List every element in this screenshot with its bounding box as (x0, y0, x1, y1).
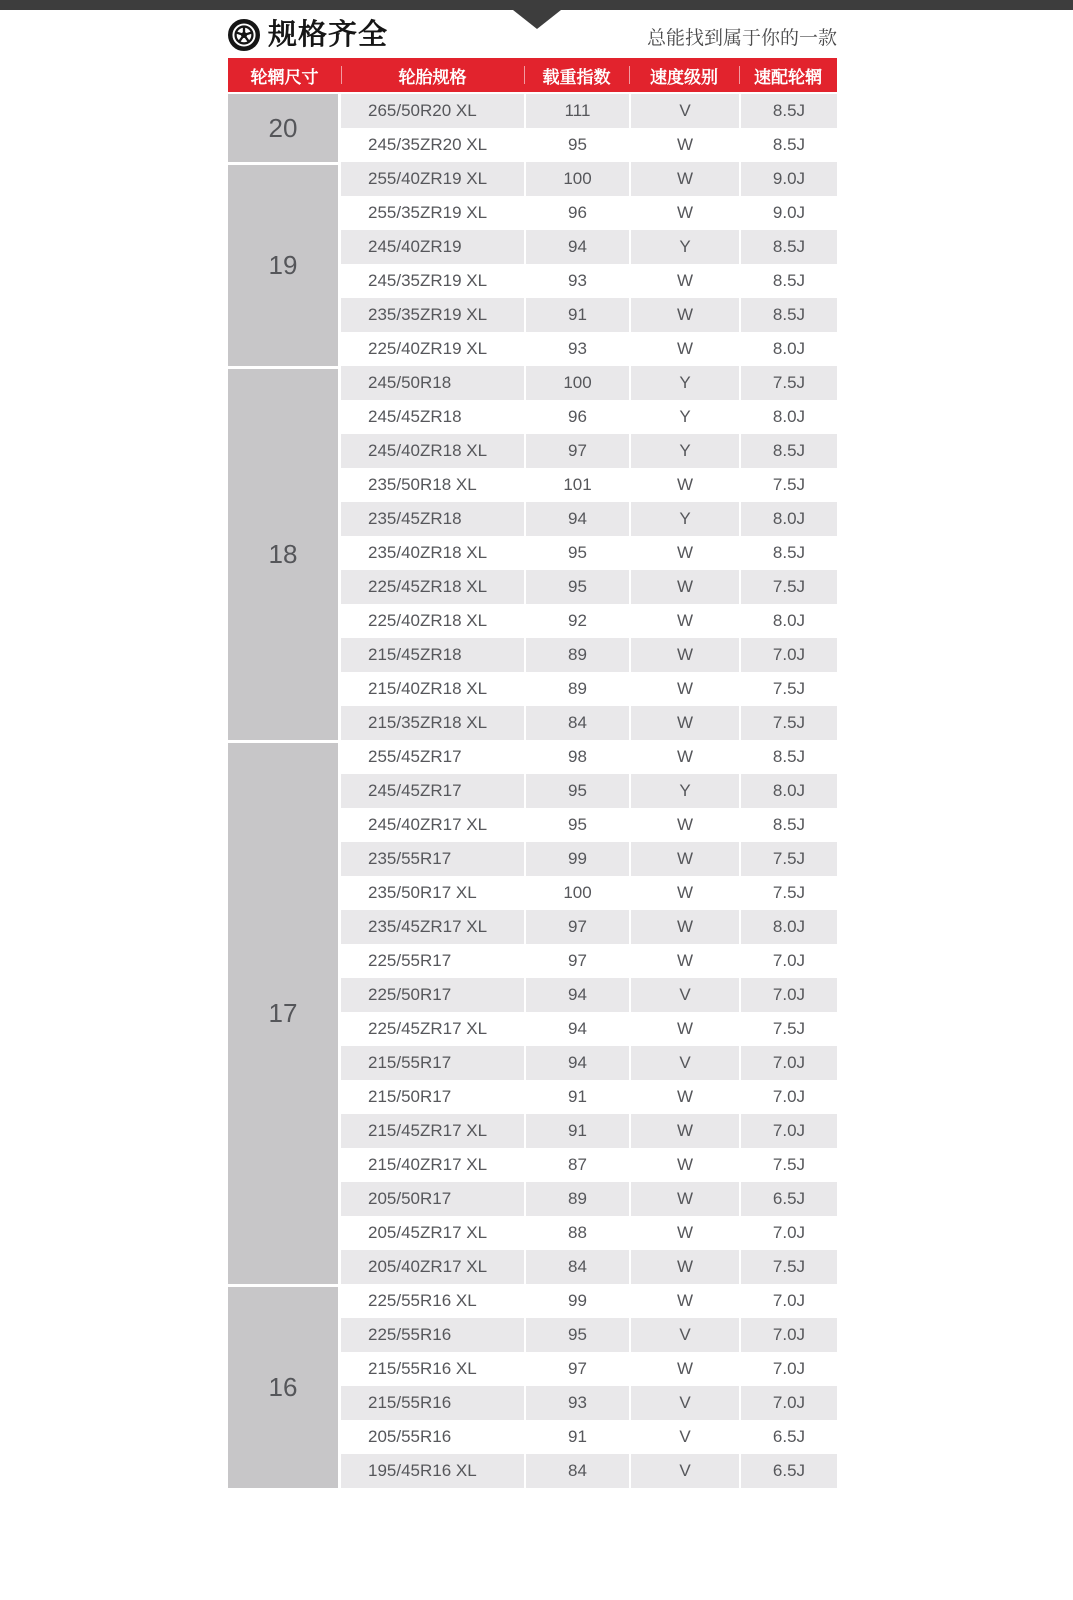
cell-tire-spec: 215/40ZR17 XL (368, 1155, 488, 1174)
cell-speed-rating: W (629, 1182, 739, 1216)
cell-matched-rim: 7.5J (739, 1012, 837, 1046)
cell-load-index: 88 (524, 1216, 629, 1250)
cell-tire-spec: 235/45ZR18 (368, 509, 462, 528)
table-row (341, 1352, 837, 1386)
cell-load-index: 89 (524, 1182, 629, 1216)
table-row (341, 400, 837, 434)
cell-matched-rim: 6.5J (739, 1454, 837, 1488)
table-row (341, 128, 837, 162)
cell-matched-rim: 7.0J (739, 1318, 837, 1352)
cell-tire-spec: 245/45ZR18 (368, 407, 462, 426)
cell-tire-spec: 235/55R17 (368, 849, 452, 868)
cell-speed-rating: W (629, 944, 739, 978)
cell-matched-rim: 8.5J (739, 128, 837, 162)
cell-matched-rim: 6.5J (739, 1182, 837, 1216)
cell-load-index: 96 (524, 400, 629, 434)
cell-matched-rim: 8.5J (739, 298, 837, 332)
down-arrow-icon (513, 10, 561, 29)
cell-speed-rating: W (629, 638, 739, 672)
column-header-load-index: 载重指数 (524, 58, 629, 92)
cell-speed-rating: W (629, 1012, 739, 1046)
cell-speed-rating: V (629, 1420, 739, 1454)
cell-matched-rim: 8.0J (739, 502, 837, 536)
group-rows (341, 366, 837, 740)
cell-matched-rim: 8.5J (739, 536, 837, 570)
cell-load-index: 97 (524, 910, 629, 944)
cell-tire-spec: 215/40ZR18 XL (368, 679, 488, 698)
cell-load-index: 91 (524, 1114, 629, 1148)
cell-speed-rating: V (629, 1046, 739, 1080)
cell-matched-rim: 9.0J (739, 162, 837, 196)
cell-speed-rating: W (629, 672, 739, 706)
cell-speed-rating: V (629, 1386, 739, 1420)
cell-load-index: 94 (524, 1046, 629, 1080)
cell-tire-spec: 255/40ZR19 XL (368, 169, 488, 188)
table-row (341, 434, 837, 468)
spec-table-body (228, 94, 837, 1488)
rim-size-group (228, 94, 837, 162)
cell-tire-spec: 245/35ZR20 XL (368, 135, 488, 154)
cell-tire-spec: 255/35ZR19 XL (368, 203, 488, 222)
cell-speed-rating: W (629, 298, 739, 332)
column-header-tire-spec: 轮胎规格 (341, 58, 524, 92)
cell-tire-spec: 235/45ZR17 XL (368, 917, 488, 936)
cell-tire-spec: 205/45ZR17 XL (368, 1223, 488, 1242)
cell-tire-spec: 225/40ZR19 XL (368, 339, 488, 358)
group-rows (341, 740, 837, 1284)
group-rows (341, 94, 837, 162)
cell-speed-rating: W (629, 740, 739, 774)
cell-load-index: 93 (524, 332, 629, 366)
cell-load-index: 91 (524, 1420, 629, 1454)
cell-load-index: 94 (524, 230, 629, 264)
rim-size-group (228, 740, 837, 1284)
column-header-rim-size: 轮辋尺寸 (250, 67, 319, 87)
cell-speed-rating: W (629, 1352, 739, 1386)
cell-matched-rim: 7.5J (739, 1250, 837, 1284)
cell-load-index: 95 (524, 774, 629, 808)
cell-tire-spec: 245/40ZR19 (368, 237, 462, 256)
cell-load-index: 99 (524, 1284, 629, 1318)
cell-load-index: 84 (524, 1454, 629, 1488)
group-rows (341, 1284, 837, 1488)
cell-matched-rim: 7.5J (739, 672, 837, 706)
cell-load-index: 84 (524, 1250, 629, 1284)
table-row (341, 230, 837, 264)
group-rows (341, 162, 837, 366)
table-row (341, 1114, 837, 1148)
cell-load-index: 94 (524, 502, 629, 536)
cell-speed-rating: W (629, 808, 739, 842)
cell-speed-rating: W (629, 1284, 739, 1318)
cell-speed-rating: W (629, 1250, 739, 1284)
cell-matched-rim: 8.5J (739, 740, 837, 774)
cell-load-index: 111 (524, 94, 629, 128)
cell-speed-rating: W (629, 1114, 739, 1148)
cell-speed-rating: W (629, 468, 739, 502)
rim-size-group-label: 18 (228, 366, 341, 740)
cell-load-index: 97 (524, 434, 629, 468)
rim-size-group (228, 366, 837, 740)
table-row (341, 740, 837, 774)
cell-matched-rim: 8.5J (739, 264, 837, 298)
table-row (341, 1420, 837, 1454)
cell-tire-spec: 245/40ZR18 XL (368, 441, 488, 460)
cell-speed-rating: Y (629, 400, 739, 434)
column-header-matched-rim: 速配轮辋 (739, 58, 837, 92)
cell-speed-rating: W (629, 536, 739, 570)
top-divider-bar (0, 0, 1073, 10)
cell-tire-spec: 215/45ZR17 XL (368, 1121, 488, 1140)
rim-size-group-label: 16 (228, 1284, 341, 1488)
cell-speed-rating: Y (629, 434, 739, 468)
table-row (341, 1012, 837, 1046)
cell-speed-rating: W (629, 128, 739, 162)
cell-matched-rim: 8.0J (739, 604, 837, 638)
title-wrap (228, 19, 388, 51)
cell-matched-rim: 7.5J (739, 1148, 837, 1182)
rim-size-group (228, 1284, 837, 1488)
cell-speed-rating: V (629, 978, 739, 1012)
table-row (341, 944, 837, 978)
cell-load-index: 95 (524, 1318, 629, 1352)
cell-speed-rating: W (629, 910, 739, 944)
cell-speed-rating: Y (629, 774, 739, 808)
cell-load-index: 96 (524, 196, 629, 230)
table-row (341, 366, 837, 400)
cell-matched-rim: 7.0J (739, 1046, 837, 1080)
content-column (228, 10, 837, 1488)
cell-tire-spec: 225/55R17 (368, 951, 452, 970)
cell-matched-rim: 7.0J (739, 978, 837, 1012)
cell-load-index: 95 (524, 536, 629, 570)
cell-tire-spec: 255/45ZR17 (368, 747, 462, 766)
cell-matched-rim: 7.5J (739, 706, 837, 740)
cell-speed-rating: W (629, 332, 739, 366)
cell-speed-rating: W (629, 264, 739, 298)
cell-tire-spec: 245/40ZR17 XL (368, 815, 488, 834)
table-header-row (228, 58, 837, 92)
cell-matched-rim: 7.5J (739, 842, 837, 876)
cell-matched-rim: 8.0J (739, 910, 837, 944)
cell-load-index: 94 (524, 978, 629, 1012)
cell-load-index: 93 (524, 264, 629, 298)
table-row (341, 604, 837, 638)
cell-load-index: 91 (524, 298, 629, 332)
cell-matched-rim: 9.0J (739, 196, 837, 230)
table-row (341, 706, 837, 740)
cell-tire-spec: 215/55R16 XL (368, 1359, 477, 1378)
column-header-speed-rating: 速度级别 (629, 58, 739, 92)
cell-tire-spec: 245/35ZR19 XL (368, 271, 488, 290)
table-row (341, 1216, 837, 1250)
spec-table (228, 58, 837, 1488)
cell-tire-spec: 215/45ZR18 (368, 645, 462, 664)
cell-tire-spec: 235/40ZR18 XL (368, 543, 488, 562)
cell-load-index: 91 (524, 1080, 629, 1114)
cell-tire-spec: 215/55R16 (368, 1393, 452, 1412)
cell-tire-spec: 225/40ZR18 XL (368, 611, 488, 630)
rim-size-group-label: 20 (228, 94, 341, 162)
table-row (341, 876, 837, 910)
table-row (341, 1386, 837, 1420)
cell-load-index: 101 (524, 468, 629, 502)
cell-speed-rating: V (629, 94, 739, 128)
table-row (341, 1284, 837, 1318)
cell-matched-rim: 8.0J (739, 332, 837, 366)
table-row (341, 298, 837, 332)
cell-load-index: 89 (524, 672, 629, 706)
cell-load-index: 89 (524, 638, 629, 672)
cell-matched-rim: 7.5J (739, 570, 837, 604)
cell-matched-rim: 8.0J (739, 400, 837, 434)
table-row (341, 842, 837, 876)
cell-load-index: 95 (524, 570, 629, 604)
table-row (341, 1454, 837, 1488)
cell-load-index: 92 (524, 604, 629, 638)
cell-speed-rating: W (629, 842, 739, 876)
table-row (341, 1148, 837, 1182)
cell-matched-rim: 8.5J (739, 230, 837, 264)
table-row (341, 1250, 837, 1284)
table-row (341, 94, 837, 128)
cell-tire-spec: 225/55R16 (368, 1325, 452, 1344)
cell-load-index: 95 (524, 808, 629, 842)
table-row (341, 570, 837, 604)
cell-matched-rim: 8.0J (739, 774, 837, 808)
table-row (341, 196, 837, 230)
cell-tire-spec: 245/50R18 (368, 373, 452, 392)
cell-tire-spec: 215/35ZR18 XL (368, 713, 488, 732)
cell-tire-spec: 235/50R17 XL (368, 883, 477, 902)
cell-matched-rim: 7.0J (739, 1114, 837, 1148)
table-row (341, 162, 837, 196)
cell-load-index: 98 (524, 740, 629, 774)
cell-load-index: 99 (524, 842, 629, 876)
cell-speed-rating: W (629, 876, 739, 910)
table-row (341, 502, 837, 536)
cell-tire-spec: 245/45ZR17 (368, 781, 462, 800)
page-subtitle: 总能找到属于你的一款 (646, 28, 837, 49)
cell-tire-spec: 215/50R17 (368, 1087, 452, 1106)
cell-speed-rating: W (629, 162, 739, 196)
cell-matched-rim: 6.5J (739, 1420, 837, 1454)
table-row (341, 1182, 837, 1216)
cell-tire-spec: 225/45ZR18 XL (368, 577, 488, 596)
cell-speed-rating: W (629, 604, 739, 638)
table-row (341, 468, 837, 502)
table-row (341, 638, 837, 672)
rim-size-group (228, 162, 837, 366)
cell-load-index: 84 (524, 706, 629, 740)
cell-matched-rim: 8.5J (739, 94, 837, 128)
table-row (341, 910, 837, 944)
cell-speed-rating: Y (629, 230, 739, 264)
cell-load-index: 93 (524, 1386, 629, 1420)
cell-load-index: 95 (524, 128, 629, 162)
table-row (341, 1318, 837, 1352)
cell-tire-spec: 225/45ZR17 XL (368, 1019, 488, 1038)
table-row (341, 808, 837, 842)
cell-tire-spec: 235/35ZR19 XL (368, 305, 488, 324)
table-row (341, 1046, 837, 1080)
cell-speed-rating: V (629, 1454, 739, 1488)
cell-tire-spec: 195/45R16 XL (368, 1461, 477, 1480)
table-row (341, 264, 837, 298)
cell-matched-rim: 8.5J (739, 808, 837, 842)
table-row (341, 332, 837, 366)
cell-speed-rating: W (629, 570, 739, 604)
cell-load-index: 97 (524, 944, 629, 978)
table-row (341, 1080, 837, 1114)
cell-tire-spec: 225/55R16 XL (368, 1291, 477, 1310)
cell-matched-rim: 7.0J (739, 1352, 837, 1386)
cell-load-index: 100 (524, 162, 629, 196)
cell-speed-rating: Y (629, 366, 739, 400)
cell-matched-rim: 7.5J (739, 366, 837, 400)
cell-matched-rim: 7.0J (739, 1386, 837, 1420)
cell-tire-spec: 205/40ZR17 XL (368, 1257, 488, 1276)
cell-load-index: 94 (524, 1012, 629, 1046)
cell-load-index: 87 (524, 1148, 629, 1182)
page-title: 规格齐全 (268, 18, 389, 51)
cell-speed-rating: V (629, 1318, 739, 1352)
rim-size-group-label: 17 (228, 740, 341, 1284)
cell-load-index: 100 (524, 366, 629, 400)
cell-speed-rating: Y (629, 502, 739, 536)
cell-speed-rating: W (629, 196, 739, 230)
table-row (341, 978, 837, 1012)
cell-speed-rating: W (629, 706, 739, 740)
table-row (341, 536, 837, 570)
cell-speed-rating: W (629, 1216, 739, 1250)
cell-load-index: 100 (524, 876, 629, 910)
cell-tire-spec: 265/50R20 XL (368, 101, 477, 120)
cell-tire-spec: 205/50R17 (368, 1189, 452, 1208)
cell-matched-rim: 7.0J (739, 638, 837, 672)
cell-tire-spec: 225/50R17 (368, 985, 452, 1004)
cell-tire-spec: 215/55R17 (368, 1053, 452, 1072)
cell-matched-rim: 7.5J (739, 876, 837, 910)
cell-matched-rim: 7.0J (739, 1080, 837, 1114)
table-row (341, 774, 837, 808)
cell-matched-rim: 7.0J (739, 944, 837, 978)
cell-matched-rim: 7.0J (739, 1284, 837, 1318)
tire-wheel-icon (228, 19, 260, 51)
cell-speed-rating: W (629, 1148, 739, 1182)
cell-matched-rim: 8.5J (739, 434, 837, 468)
cell-matched-rim: 7.5J (739, 468, 837, 502)
cell-tire-spec: 205/55R16 (368, 1427, 452, 1446)
cell-matched-rim: 7.0J (739, 1216, 837, 1250)
cell-tire-spec: 235/50R18 XL (368, 475, 477, 494)
cell-speed-rating: W (629, 1080, 739, 1114)
cell-load-index: 97 (524, 1352, 629, 1386)
table-row (341, 672, 837, 706)
rim-size-group-label: 19 (228, 162, 341, 366)
